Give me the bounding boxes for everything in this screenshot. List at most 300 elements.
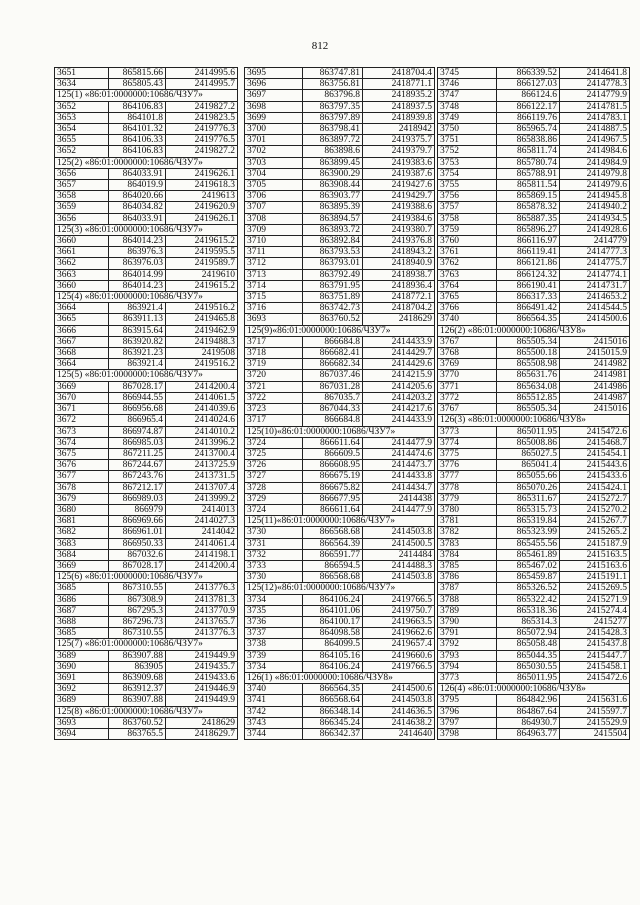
y-coordinate: 2414984.9: [560, 157, 630, 168]
y-coordinate: 2418629: [166, 717, 238, 728]
table-row: [55, 135, 238, 146]
table-row: [245, 628, 435, 639]
table-row: [55, 482, 238, 493]
y-coordinate: 2414779.9: [560, 90, 630, 101]
x-coordinate: 863742.73: [303, 303, 363, 314]
y-coordinate: 2414024.6: [166, 415, 238, 426]
y-coordinate: 2419626.1: [166, 168, 238, 179]
x-coordinate: 863911.13: [109, 314, 166, 325]
table-row: [438, 280, 630, 291]
x-coordinate: 864098.58: [303, 628, 363, 639]
table-row: [438, 258, 630, 269]
y-coordinate: 2418936.4: [363, 280, 435, 291]
table-row: [245, 381, 435, 392]
table-row: [55, 236, 238, 247]
y-coordinate: 2414967.5: [560, 135, 630, 146]
point-number: 3654: [55, 124, 109, 135]
point-number: 3755: [438, 180, 497, 191]
y-coordinate: 2413996.2: [166, 437, 238, 448]
x-coordinate: 863976.3: [109, 247, 166, 258]
point-number: 3750: [438, 124, 497, 135]
x-coordinate: 867037.46: [303, 370, 363, 381]
table-row: [438, 314, 630, 325]
point-number: 3701: [245, 135, 303, 146]
table-row: [245, 448, 435, 459]
x-coordinate: 867035.7: [303, 392, 363, 403]
table-row: [438, 381, 630, 392]
point-number: 3720: [245, 370, 303, 381]
point-number: 3776: [438, 460, 497, 471]
x-coordinate: 866564.39: [303, 538, 363, 549]
table-row: [55, 594, 238, 605]
y-coordinate: 2414640: [363, 728, 435, 739]
y-coordinate: 2415428.3: [560, 628, 630, 639]
table-row: [55, 583, 238, 594]
x-coordinate: 867028.17: [109, 560, 166, 571]
parcel-header: 125(10)«86:01:0000000:10686/ЧЗУ7»: [245, 426, 435, 437]
table-row: [55, 628, 238, 639]
point-number: 3743: [245, 717, 303, 728]
point-number: 3679: [55, 493, 109, 504]
point-number: 3660: [55, 280, 109, 291]
y-coordinate: 2414027.3: [166, 516, 238, 527]
y-coordinate: 2418939.8: [363, 112, 435, 123]
y-coordinate: 2414500.6: [363, 684, 435, 695]
point-number: 3690: [55, 661, 109, 672]
point-number: 3759: [438, 224, 497, 235]
point-number: 3707: [245, 202, 303, 213]
x-coordinate: 863756.81: [303, 79, 363, 90]
x-coordinate: 863798.41: [303, 124, 363, 135]
point-number: 3711: [245, 247, 303, 258]
table-row: [55, 527, 238, 538]
x-coordinate: 863765.5: [109, 728, 166, 739]
y-coordinate: 2415274.4: [560, 605, 630, 616]
x-coordinate: 864034.82: [109, 202, 166, 213]
table-row: [55, 415, 238, 426]
table-row: [245, 392, 435, 403]
x-coordinate: 864930.7: [497, 717, 560, 728]
point-number: 3734: [245, 594, 303, 605]
y-coordinate: 2414477.9: [363, 437, 435, 448]
y-coordinate: 2419446.9: [166, 684, 238, 695]
table-row: [438, 616, 630, 627]
table-row: [438, 392, 630, 403]
x-coordinate: 865070.26: [497, 482, 560, 493]
y-coordinate: 2414887.5: [560, 124, 630, 135]
x-coordinate: 866989.03: [109, 493, 166, 504]
y-coordinate: 2414039.6: [166, 404, 238, 415]
point-number: 3710: [245, 236, 303, 247]
point-number: 3728: [245, 482, 303, 493]
point-number: 3659: [55, 202, 109, 213]
y-coordinate: 2414995.7: [166, 79, 238, 90]
x-coordinate: 865634.08: [497, 381, 560, 392]
point-number: 3771: [438, 381, 497, 392]
coordinates-grid: [437, 67, 630, 740]
table-row: [245, 415, 435, 426]
table-row: [245, 639, 435, 650]
point-number: 3688: [55, 616, 109, 627]
point-number: 3675: [55, 448, 109, 459]
point-number: 3781: [438, 516, 497, 527]
point-number: 3705: [245, 180, 303, 191]
point-number: 3794: [438, 661, 497, 672]
y-coordinate: 2414061.4: [166, 538, 238, 549]
point-number: 3741: [245, 695, 303, 706]
point-number: 3652: [55, 101, 109, 112]
x-coordinate: 865788.91: [497, 168, 560, 179]
point-number: 3746: [438, 79, 497, 90]
parcel-header: 125(6) «86:01:0000000:10686/ЧЗУ7»: [55, 572, 238, 583]
x-coordinate: 865887.35: [497, 213, 560, 224]
y-coordinate: 2419663.5: [363, 616, 435, 627]
y-coordinate: 2414945.8: [560, 191, 630, 202]
y-coordinate: 2419750.7: [363, 605, 435, 616]
y-coordinate: 2414198.1: [166, 549, 238, 560]
point-number: 3775: [438, 448, 497, 459]
y-coordinate: 2413731.5: [166, 471, 238, 482]
table-row: [245, 90, 435, 101]
table-row: [438, 292, 630, 303]
y-coordinate: 2414979.8: [560, 168, 630, 179]
table-row: [55, 348, 238, 359]
y-coordinate: 2414995.6: [166, 68, 238, 79]
x-coordinate: 864014.99: [109, 269, 166, 280]
table-row: [438, 303, 630, 314]
y-coordinate: 2419449.9: [166, 695, 238, 706]
table-row: [438, 460, 630, 471]
y-coordinate: 2419662.6: [363, 628, 435, 639]
table-row: [438, 538, 630, 549]
parcel-header-row: [438, 415, 630, 426]
table-row: [438, 191, 630, 202]
x-coordinate: 865041.4: [497, 460, 560, 471]
x-coordinate: 864106.24: [303, 661, 363, 672]
table-row: [245, 236, 435, 247]
point-number: 3651: [55, 68, 109, 79]
table-row: [245, 314, 435, 325]
x-coordinate: 867295.3: [109, 605, 166, 616]
point-number: 3735: [245, 605, 303, 616]
y-coordinate: 2415458.1: [560, 661, 630, 672]
x-coordinate: 866684.8: [303, 336, 363, 347]
point-number: 3738: [245, 639, 303, 650]
table-row: [438, 504, 630, 515]
x-coordinate: 866965.4: [109, 415, 166, 426]
y-coordinate: 2414205.6: [363, 381, 435, 392]
table-row: [245, 404, 435, 415]
x-coordinate: 865878.32: [497, 202, 560, 213]
x-coordinate: 863907.88: [109, 695, 166, 706]
y-coordinate: 2419380.7: [363, 224, 435, 235]
y-coordinate: 2414984.6: [560, 146, 630, 157]
table-row: [438, 605, 630, 616]
x-coordinate: 866956.68: [109, 404, 166, 415]
y-coordinate: 2415454.1: [560, 448, 630, 459]
table-row: [438, 79, 630, 90]
x-coordinate: 863751.89: [303, 292, 363, 303]
table-row: [245, 336, 435, 347]
y-coordinate: 2419384.6: [363, 213, 435, 224]
x-coordinate: 866564.35: [497, 314, 560, 325]
table-row: [245, 471, 435, 482]
y-coordinate: 2419766.5: [363, 661, 435, 672]
x-coordinate: 866190.41: [497, 280, 560, 291]
parcel-header-row: [245, 516, 435, 527]
y-coordinate: 2415163.6: [560, 560, 630, 571]
y-coordinate: 2413700.4: [166, 448, 238, 459]
point-number: 3779: [438, 493, 497, 504]
x-coordinate: 864101.32: [109, 124, 166, 135]
point-number: 3674: [55, 437, 109, 448]
x-coordinate: 866608.95: [303, 460, 363, 471]
table-row: [438, 336, 630, 347]
point-number: 3785: [438, 560, 497, 571]
point-number: 3660: [55, 236, 109, 247]
point-number: 3702: [245, 146, 303, 157]
table-row: [245, 280, 435, 291]
point-number: 3716: [245, 303, 303, 314]
y-coordinate: 2414429.7: [363, 348, 435, 359]
x-coordinate: 865011.95: [497, 672, 560, 683]
coordinates-table-middle: [244, 67, 435, 740]
x-coordinate: 863791.95: [303, 280, 363, 291]
x-coordinate: 864020.66: [109, 191, 166, 202]
point-number: 3703: [245, 157, 303, 168]
point-number: 3778: [438, 482, 497, 493]
point-number: 3788: [438, 594, 497, 605]
y-coordinate: 2419823.5: [166, 112, 238, 123]
x-coordinate: 863915.64: [109, 325, 166, 336]
point-number: 3767: [438, 336, 497, 347]
y-coordinate: 2414429.6: [363, 359, 435, 370]
point-number: 3773: [438, 672, 497, 683]
x-coordinate: 866121.86: [497, 258, 560, 269]
point-number: 3783: [438, 538, 497, 549]
y-coordinate: 2419375.7: [363, 135, 435, 146]
parcel-header-row: [438, 325, 630, 336]
point-number: 3663: [55, 269, 109, 280]
x-coordinate: 864014.23: [109, 236, 166, 247]
x-coordinate: 864106.83: [109, 101, 166, 112]
table-row: [438, 594, 630, 605]
point-number: 3748: [438, 101, 497, 112]
point-number: 3687: [55, 605, 109, 616]
page-number: 812: [311, 40, 329, 52]
x-coordinate: 866675.82: [303, 482, 363, 493]
coordinates-grid: [244, 67, 435, 740]
x-coordinate: 864106.33: [109, 135, 166, 146]
y-coordinate: 2419766.5: [363, 594, 435, 605]
point-number: 3709: [245, 224, 303, 235]
y-coordinate: 2419827.2: [166, 146, 238, 157]
x-coordinate: 865838.86: [497, 135, 560, 146]
parcel-header: 125(7) «86:01:0000000:10686/ЧЗУ7»: [55, 639, 238, 650]
x-coordinate: 867028.17: [109, 381, 166, 392]
y-coordinate: 2419615.2: [166, 280, 238, 291]
x-coordinate: 867031.28: [303, 381, 363, 392]
y-coordinate: 2414215.9: [363, 370, 435, 381]
table-row: [438, 180, 630, 191]
table-row: [55, 258, 238, 269]
x-coordinate: 865011.95: [497, 426, 560, 437]
y-coordinate: 2415016: [560, 336, 630, 347]
point-number: 3693: [55, 717, 109, 728]
point-number: 3727: [245, 471, 303, 482]
point-number: 3665: [55, 314, 109, 325]
x-coordinate: 866348.14: [303, 706, 363, 717]
table-row: [438, 247, 630, 258]
parcel-header-row: [55, 157, 238, 168]
coordinates-table-right: [437, 67, 630, 740]
table-row: [245, 213, 435, 224]
table-row: [245, 717, 435, 728]
table-row: [55, 124, 238, 135]
table-row: [245, 560, 435, 571]
x-coordinate: 865326.52: [497, 583, 560, 594]
point-number: 3666: [55, 325, 109, 336]
point-number: 3708: [245, 213, 303, 224]
point-number: 3773: [438, 426, 497, 437]
x-coordinate: 867310.55: [109, 583, 166, 594]
point-number: 3762: [438, 258, 497, 269]
x-coordinate: 866979: [109, 504, 166, 515]
point-number: 3668: [55, 348, 109, 359]
table-row: [245, 180, 435, 191]
point-number: 3739: [245, 650, 303, 661]
table-row: [438, 157, 630, 168]
y-coordinate: 2419376.8: [363, 236, 435, 247]
point-number: 3796: [438, 706, 497, 717]
table-row: [245, 79, 435, 90]
point-number: 3740: [245, 684, 303, 695]
table-row: [438, 560, 630, 571]
point-number: 3790: [438, 616, 497, 627]
parcel-header: 125(12)«86:01:0000000:10686/ЧЗУ7»: [245, 583, 435, 594]
point-number: 3724: [245, 504, 303, 515]
parcel-header-row: [245, 426, 435, 437]
x-coordinate: 864019.9: [109, 180, 166, 191]
x-coordinate: 863900.29: [303, 168, 363, 179]
table-row: [55, 616, 238, 627]
table-row: [245, 460, 435, 471]
point-number: 3767: [438, 404, 497, 415]
y-coordinate: 2415267.7: [560, 516, 630, 527]
y-coordinate: 2415443.6: [560, 460, 630, 471]
point-number: 3655: [55, 135, 109, 146]
y-coordinate: 2415271.9: [560, 594, 630, 605]
y-coordinate: 2415187.9: [560, 538, 630, 549]
table-row: [438, 448, 630, 459]
x-coordinate: 867032.6: [109, 549, 166, 560]
point-number: 3747: [438, 90, 497, 101]
y-coordinate: 2414473.7: [363, 460, 435, 471]
table-row: [438, 101, 630, 112]
y-coordinate: 2415016: [560, 404, 630, 415]
x-coordinate: 866127.03: [497, 79, 560, 90]
point-number: 3697: [245, 90, 303, 101]
point-number: 3791: [438, 628, 497, 639]
y-coordinate: 2419508: [166, 348, 238, 359]
point-number: 3685: [55, 628, 109, 639]
point-number: 3765: [438, 292, 497, 303]
x-coordinate: 863892.84: [303, 236, 363, 247]
table-row: [55, 471, 238, 482]
parcel-header-row: [55, 90, 238, 101]
point-number: 3657: [55, 180, 109, 191]
x-coordinate: 866675.19: [303, 471, 363, 482]
x-coordinate: 863921.23: [109, 348, 166, 359]
point-number: 3734: [245, 661, 303, 672]
y-coordinate: 2414779: [560, 236, 630, 247]
table-row: [55, 392, 238, 403]
y-coordinate: 2419462.9: [166, 325, 238, 336]
x-coordinate: 863895.39: [303, 202, 363, 213]
y-coordinate: 2418704.2: [363, 303, 435, 314]
y-coordinate: 2415597.7: [560, 706, 630, 717]
y-coordinate: 2414200.4: [166, 560, 238, 571]
table-row: [55, 381, 238, 392]
point-number: 3733: [245, 560, 303, 571]
x-coordinate: 866119.41: [497, 247, 560, 258]
point-number: 3696: [245, 79, 303, 90]
x-coordinate: 865508.98: [497, 359, 560, 370]
table-row: [55, 684, 238, 695]
table-row: [245, 605, 435, 616]
parcel-header: 125(3) «86:01:0000000:10686/ЧЗУ7»: [55, 224, 238, 235]
table-row: [245, 157, 435, 168]
table-row: [245, 258, 435, 269]
parcel-header-row: [55, 224, 238, 235]
y-coordinate: 2414940.2: [560, 202, 630, 213]
y-coordinate: 2418937.5: [363, 101, 435, 112]
x-coordinate: 863899.45: [303, 157, 363, 168]
parcel-header: 125(1) «86:01:0000000:10686/ЧЗУ7»: [55, 90, 238, 101]
x-coordinate: 866611.64: [303, 437, 363, 448]
x-coordinate: 863793.53: [303, 247, 363, 258]
point-number: 3757: [438, 202, 497, 213]
point-number: 3704: [245, 168, 303, 179]
table-row: [438, 426, 630, 437]
y-coordinate: 2414653.2: [560, 292, 630, 303]
y-coordinate: 2419433.6: [166, 672, 238, 683]
point-number: 3695: [245, 68, 303, 79]
y-coordinate: 2419435.7: [166, 661, 238, 672]
x-coordinate: 865072.94: [497, 628, 560, 639]
y-coordinate: 2418942: [363, 124, 435, 135]
table-row: [55, 359, 238, 370]
table-row: [245, 135, 435, 146]
x-coordinate: 867212.17: [109, 482, 166, 493]
point-number: 3770: [438, 370, 497, 381]
x-coordinate: 866974.87: [109, 426, 166, 437]
y-coordinate: 2414488.3: [363, 560, 435, 571]
y-coordinate: 2413725.9: [166, 460, 238, 471]
point-number: 3763: [438, 269, 497, 280]
table-row: [245, 482, 435, 493]
x-coordinate: 865058.48: [497, 639, 560, 650]
table-row: [438, 482, 630, 493]
x-coordinate: 864100.17: [303, 616, 363, 627]
table-row: [438, 516, 630, 527]
point-number: 3661: [55, 247, 109, 258]
y-coordinate: 2415437.8: [560, 639, 630, 650]
x-coordinate: 865815.66: [109, 68, 166, 79]
x-coordinate: 865323.99: [497, 527, 560, 538]
x-coordinate: 864963.77: [497, 728, 560, 739]
x-coordinate: 865055.66: [497, 471, 560, 482]
